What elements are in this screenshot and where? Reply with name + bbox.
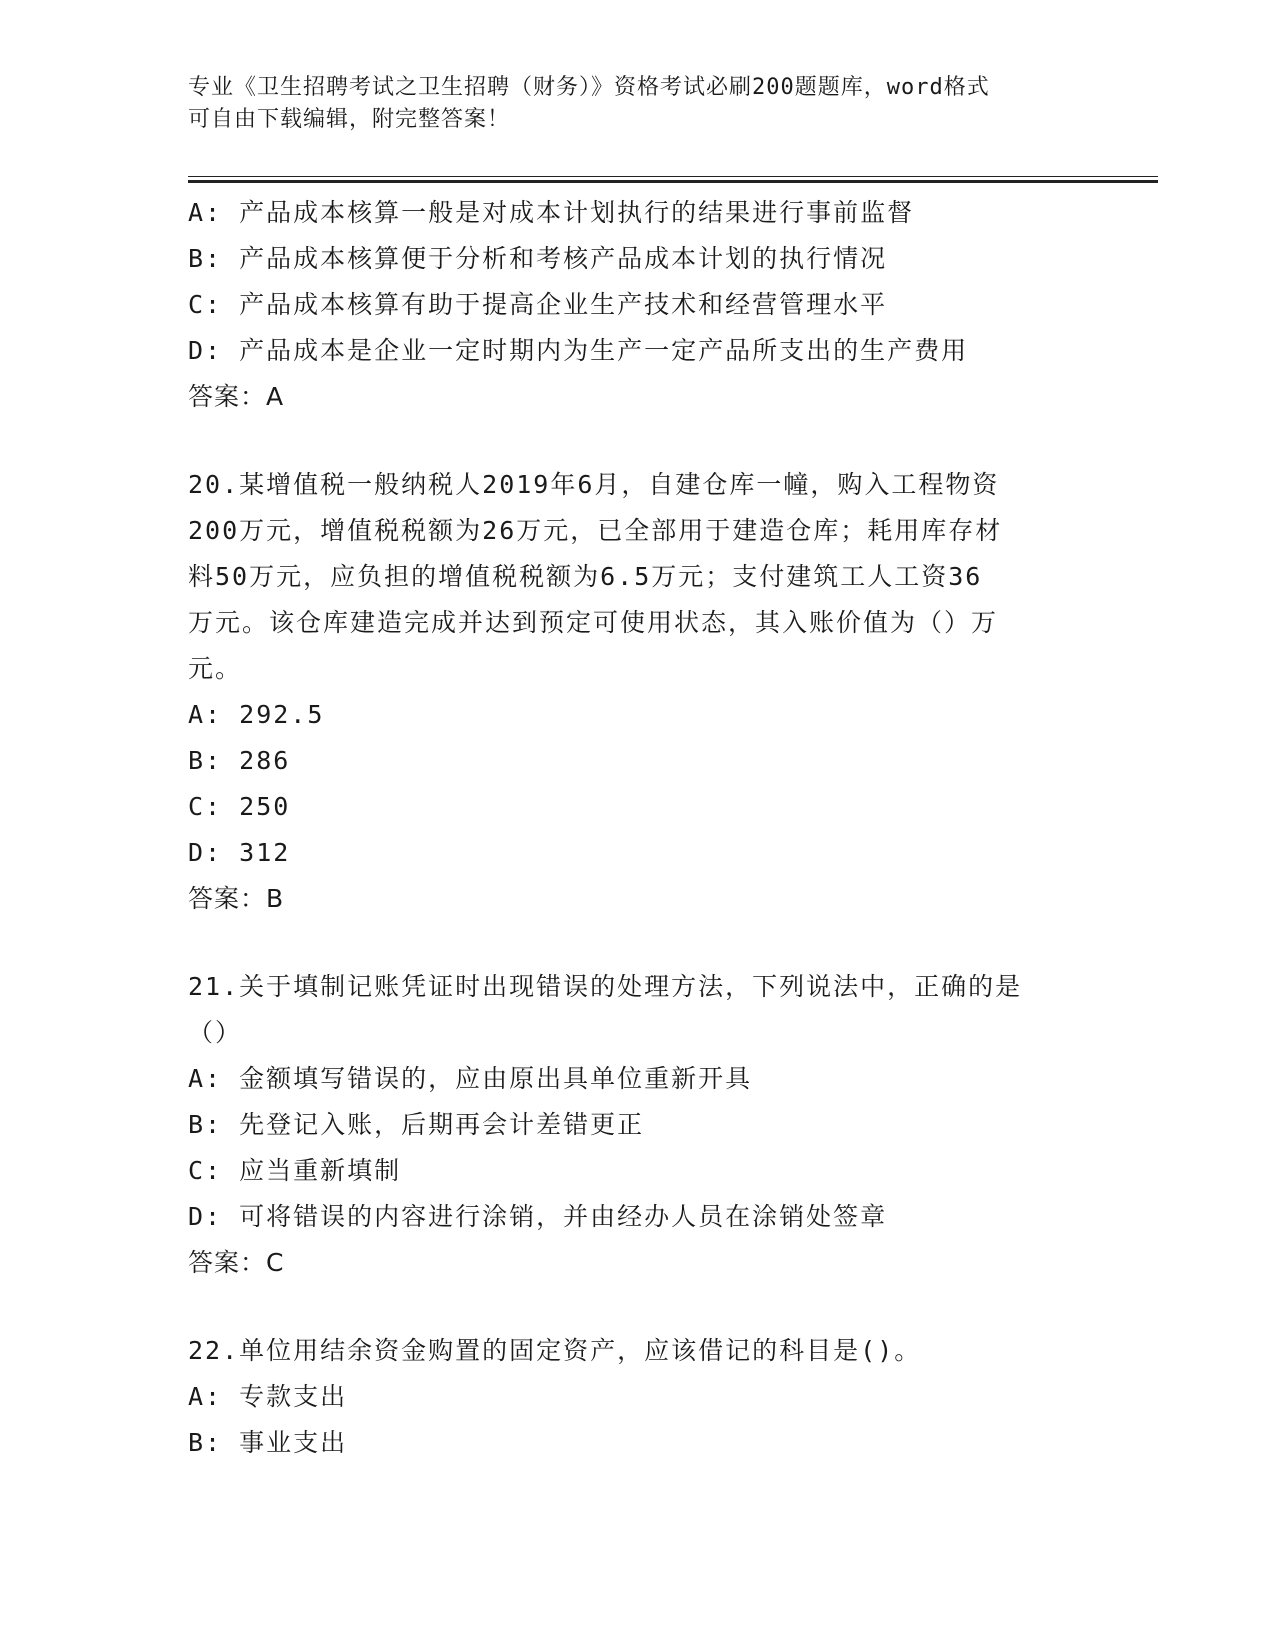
document-header <box>188 72 1068 136</box>
option-a: A: 金额填写错误的，应由原出具单位重新开具 <box>188 1064 753 1093</box>
option-a: A: 292.5 <box>188 700 325 729</box>
question-stem-line: 元。 <box>188 654 243 683</box>
option-d: D: 产品成本是企业一定时期内为生产一定产品所支出的生产费用 <box>188 336 969 365</box>
answer: 答案：C <box>188 1248 285 1277</box>
option-b: B: 先登记入账，后期再会计差错更正 <box>188 1110 645 1139</box>
question-stem-line: 21.关于填制记账凭证时出现错误的处理方法，下列说法中，正确的是 <box>188 972 1023 1001</box>
header-divider-thick <box>188 180 1158 183</box>
answer: 答案：B <box>188 884 285 913</box>
option-c: C: 应当重新填制 <box>188 1156 402 1185</box>
question-list <box>188 190 1068 1466</box>
question-stem-line: 200万元，增值税税额为26万元，已全部用于建造仓库；耗用库存材 <box>188 516 1003 545</box>
question-stem-line: 万元。该仓库建造完成并达到预定可使用状态，其入账价值为（）万 <box>188 608 999 637</box>
question-22 <box>188 1328 1068 1466</box>
question-19 <box>188 190 1068 420</box>
option-b: B: 286 <box>188 746 291 775</box>
option-d: D: 312 <box>188 838 291 867</box>
option-d: D: 可将错误的内容进行涂销，并由经办人员在涂销处签章 <box>188 1202 888 1231</box>
option-b: B: 事业支出 <box>188 1428 348 1457</box>
header-line-1: 专业《卫生招聘考试之卫生招聘（财务）》资格考试必刷200题题库，word格式 <box>188 75 990 100</box>
option-c: C: 250 <box>188 792 291 821</box>
header-line-2: 可自由下载编辑，附完整答案！ <box>188 107 511 132</box>
option-c: C: 产品成本核算有助于提高企业生产技术和经营管理水平 <box>188 290 888 319</box>
question-20 <box>188 462 1068 922</box>
question-21 <box>188 964 1068 1286</box>
header-divider-thin <box>188 176 1158 177</box>
question-stem-line: 22.单位用结余资金购置的固定资产，应该借记的科目是()。 <box>188 1336 922 1365</box>
option-a: A: 产品成本核算一般是对成本计划执行的结果进行事前监督 <box>188 198 915 227</box>
question-stem-line: 20.某增值税一般纳税人2019年6月，自建仓库一幢，购入工程物资 <box>188 470 1000 499</box>
question-stem-line: 料50万元，应负担的增值税税额为6.5万元；支付建筑工人工资36 <box>188 562 983 591</box>
option-a: A: 专款支出 <box>188 1382 348 1411</box>
option-b: B: 产品成本核算便于分析和考核产品成本计划的执行情况 <box>188 244 888 273</box>
question-stem-line: （） <box>188 1018 243 1047</box>
answer: 答案：A <box>188 382 285 411</box>
